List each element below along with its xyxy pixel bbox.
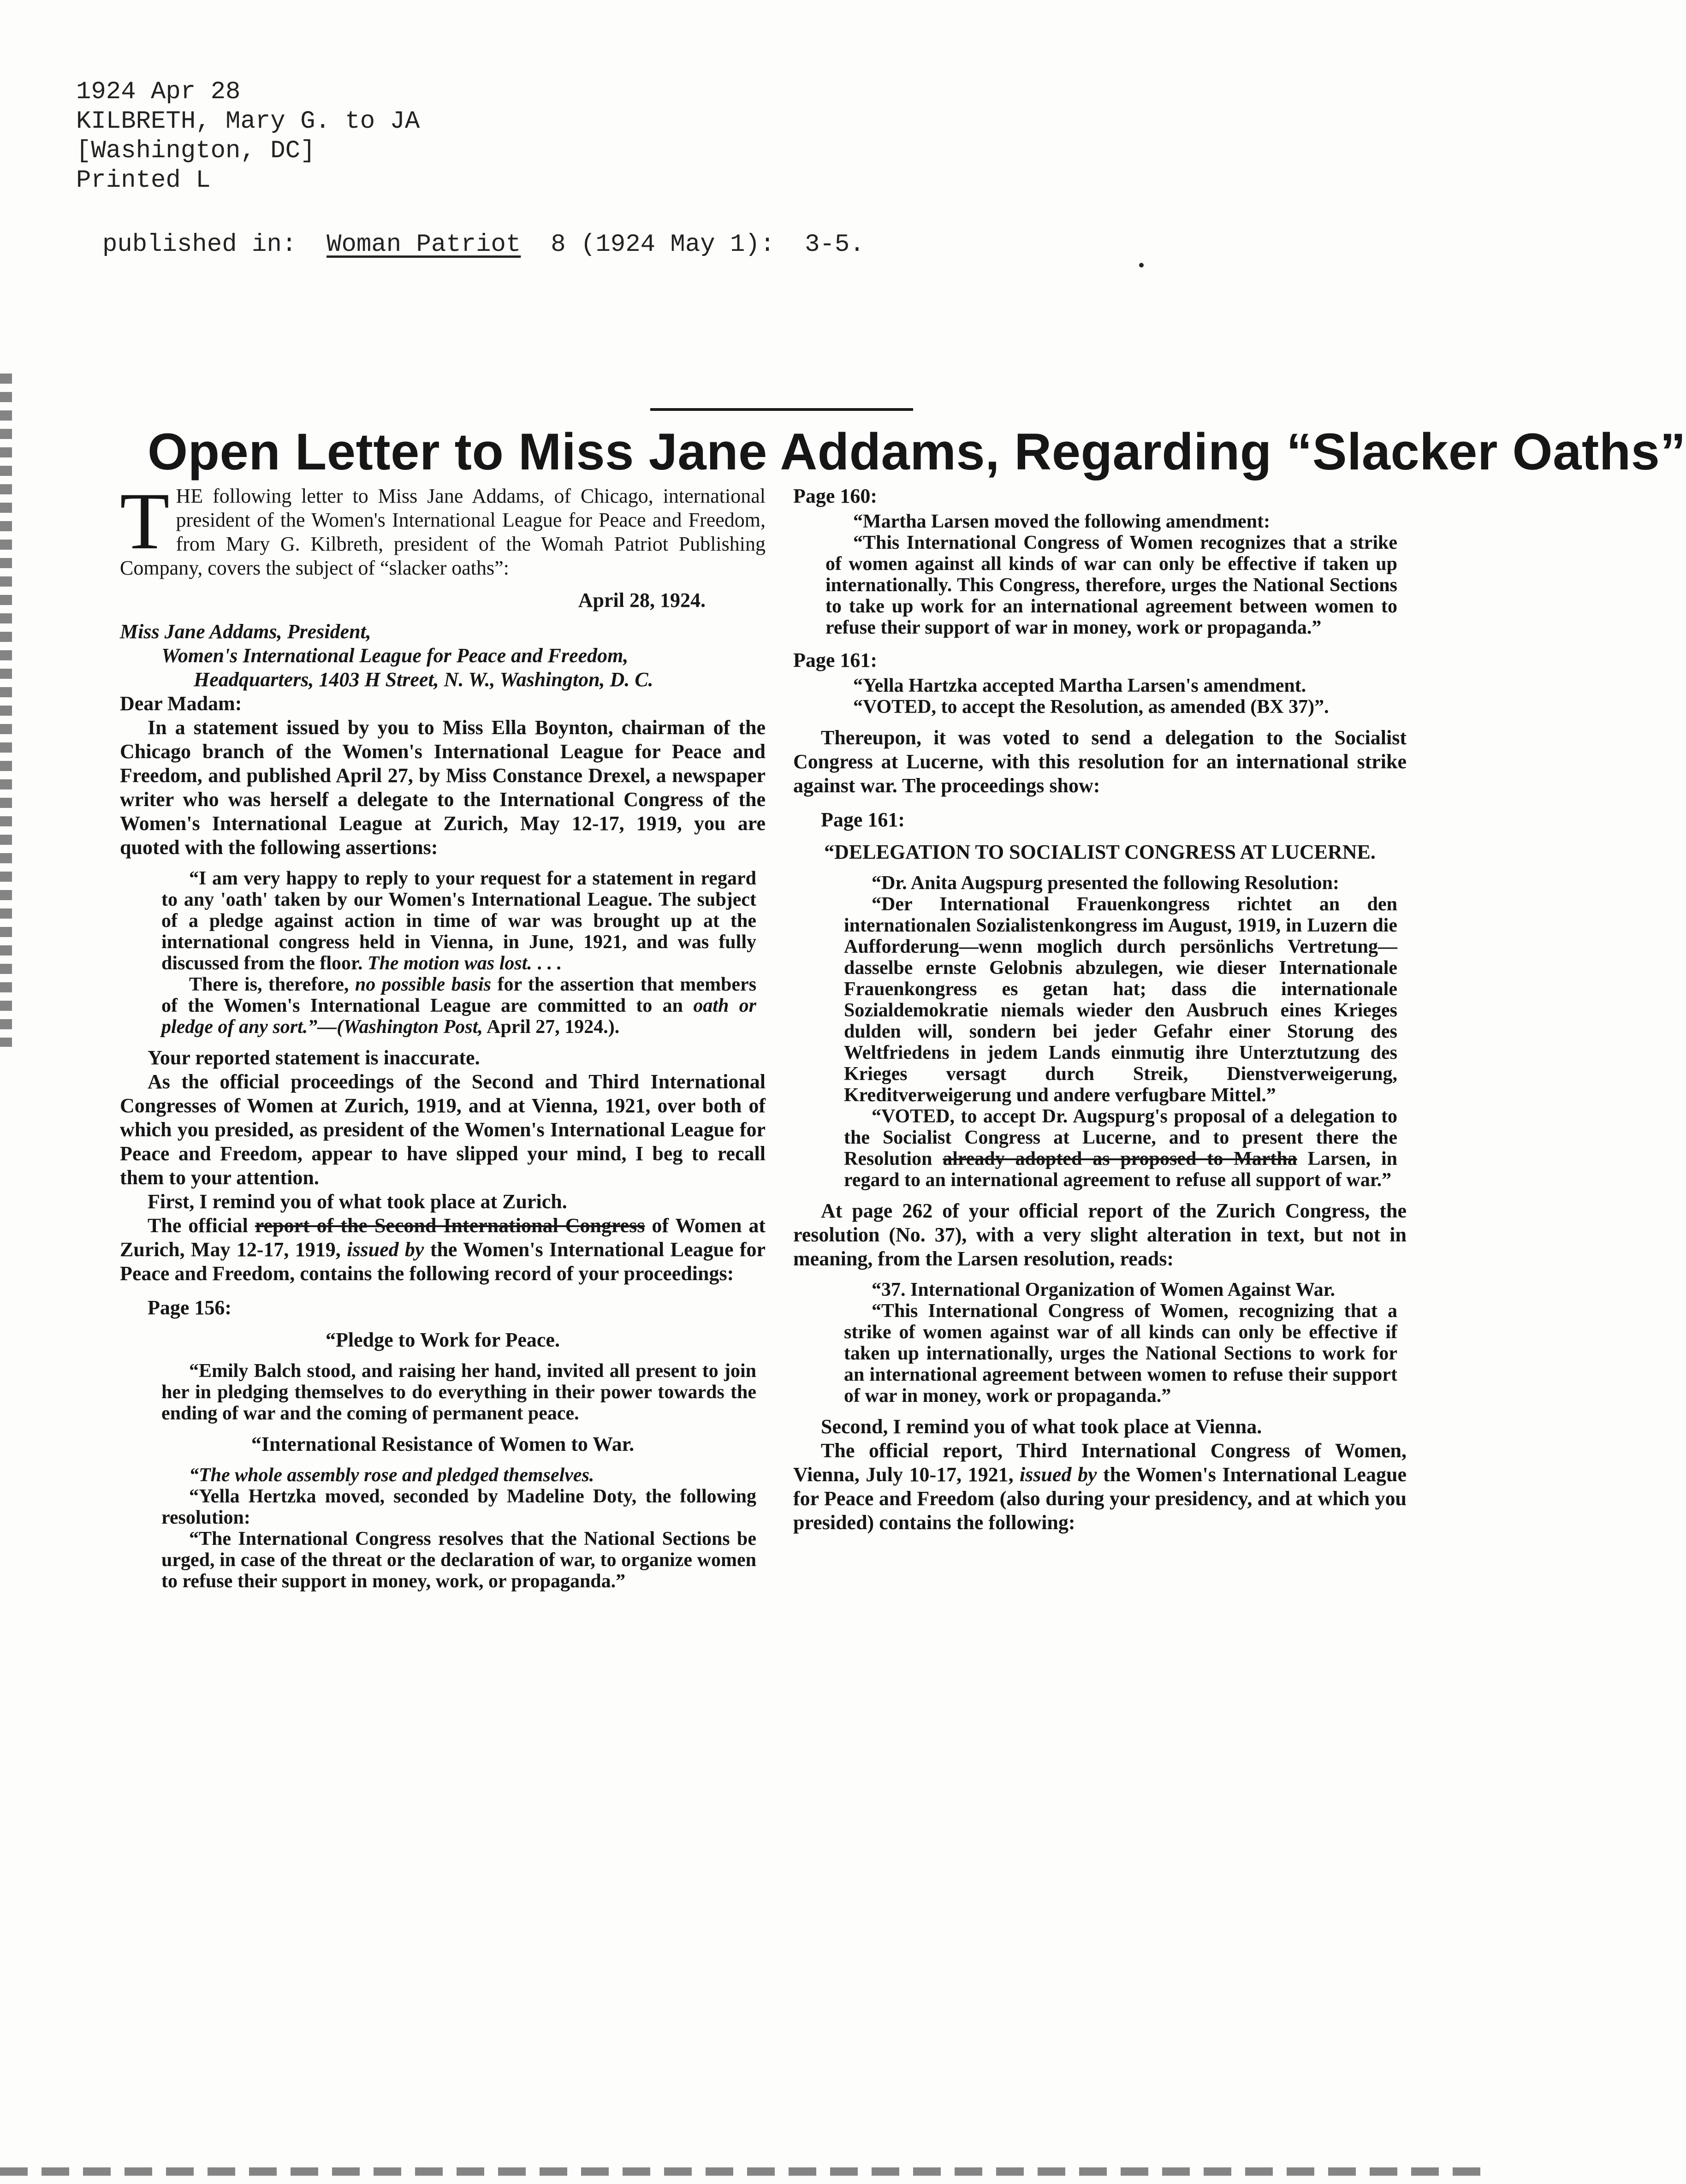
resistance-heading: “International Resistance of Women to War. <box>251 1433 635 1455</box>
paragraph-5 <box>120 1214 766 1286</box>
resistance-quote: “The whole assembly rose and pledged themselves. <box>189 1465 594 1486</box>
paragraph-1: In a statement issued by you to Miss Ella Boynton, chairman of the Chicago branch of the Women's International League for Peace and Freedom, and published April 27, by Miss Constance Drexel, a newspaper writer who was herself a delegate to the International Congress of the Women's International League at Zurich, May 12-17, 1919, you are quoted with the following assertions: <box>120 716 766 859</box>
pledge-quote-block <box>161 1360 756 1424</box>
quote-statement <box>161 868 756 1038</box>
para-5-end: the Women's International League for Peace and Freedom, contains the following record of your proceedings: <box>120 1238 766 1285</box>
quote-1b-mid: for the assertion that members of the Women's International League are committed to an <box>161 974 757 1016</box>
german-resolution: “Der International Frauenkongress richtet an den internationalen Sozialistenkongress im August, 1919, in Luzern die Aufforderung—wenn moglich durch persönlichs Vertretung—dasselbe ernste Gelobnis abzulegen, wie dieser Internationale Frauenkongress es getan hat; dass die internationale Sozialdemokratie niemals wieder den Ausbruch eines Krieges dulden will, sondern bei jeder Gefahr einer Storung des Weltfriedens in jedem Lands einmutig ihre Unterztutzung des Krieges versagt durch Streik, Dienstverweigerung, Kreditverweigerung und andere verfugbare Mittel.” <box>844 894 1397 1106</box>
page-156-label: Page 156: <box>148 1296 232 1319</box>
article-title: Open Letter to Miss Jane Addams, Regarding “Slacker Oaths” <box>148 423 1686 481</box>
voted-2-strike: already adopted as proposed to Martha <box>943 1148 1297 1169</box>
address-line-1: Miss Jane Addams, President, <box>120 620 371 643</box>
scan-edge-marks <box>0 374 12 1047</box>
vienna-italic: issued by <box>1020 1463 1097 1486</box>
hartzka-accept: “Yella Hartzka accepted Martha Larsen's amendment. <box>853 675 1306 696</box>
res37-block <box>844 1279 1397 1407</box>
para-5-strike: report of the Second International Congress <box>255 1214 645 1237</box>
larsen-amend: “Martha Larsen moved the following amendment: <box>853 511 1270 532</box>
res37-heading: “37. International Organization of Women Against War. <box>872 1279 1335 1300</box>
journal-name: Woman Patriot <box>327 231 521 259</box>
pledge-quote: “Emily Balch stood, and raising her hand, invited all present to join her in pledging themselves to do everything in their power towards the ending of war and the coming of permanent peace. <box>161 1360 756 1424</box>
quote-1a-italic: The motion was lost. <box>367 953 532 974</box>
title-rule <box>650 408 913 411</box>
page-262-paragraph: At page 262 of your official report of the Zurich Congress, the resolution (No. 37), with a very slight alteration in text, but not in meaning, from the Larsen resolution, reads: <box>793 1199 1407 1270</box>
para-5-start: The official <box>148 1214 248 1237</box>
archival-type: Printed L <box>76 166 211 195</box>
scan-bottom-edge <box>0 2167 1483 2176</box>
pledge-heading: “Pledge to Work for Peace. <box>326 1329 560 1351</box>
address-line-3: Headquarters, 1403 H Street, N. W., Washington, D. C. <box>194 668 653 691</box>
page-160-label: Page 160: <box>793 485 878 507</box>
salutation: Dear Madam: <box>120 692 242 715</box>
intro-paragraph <box>120 476 766 580</box>
hertzka-move: “Yella Hertzka moved, seconded by Madeline Doty, the following resolution: <box>161 1486 756 1528</box>
published-label: published in: <box>102 231 297 259</box>
right-column <box>793 484 1407 1535</box>
augspurg-block <box>844 872 1397 1191</box>
intro-text: HE following letter to Miss Jane Addams, of Chicago, international president of the Women's International League for Peace and Freedom, from Mary G. Kilbreth, president of the Womah Patriot Publishing Company, covers the subject of “slacker oaths”: <box>120 485 766 579</box>
vienna-paragraph <box>793 1439 1407 1535</box>
res37-text: “This International Congress of Women, recognizing that a strike of women against war of all kinds can only be effective if taken up internationally, urges the National Sections to work for an international agreement between women to refuse their support of war in money, work or propaganda.” <box>844 1300 1397 1407</box>
larsen-block <box>825 511 1397 638</box>
voted-2-end: Larsen, in regard to an international agreement to refuse all support of war.” <box>844 1148 1398 1191</box>
voted-2-start: “VOTED, to accept Dr. Augspurg's proposal of a delegation to the Socialist Congress at Lucerne, and to present there the Resolution <box>844 1106 1397 1169</box>
augspurg-intro: “Dr. Anita Augspurg presented the following Resolution: <box>872 872 1339 894</box>
quote-1b-italic-1: no possible basis <box>355 974 492 995</box>
resolution-quote: “The International Congress resolves that the National Sections be urged, in case of the threat or the declaration of war, to organize women to refuse their support in money, work, or propaganda.” <box>161 1528 756 1592</box>
quote-1a-end: . . . <box>537 953 561 974</box>
archival-date: 1924 Apr 28 <box>76 78 241 106</box>
paragraph-2: Your reported statement is inaccurate. <box>148 1046 480 1069</box>
drop-cap: T <box>120 476 170 566</box>
voted-2 <box>844 1106 1397 1191</box>
hartzka-block <box>825 675 1397 718</box>
quote-1a <box>161 868 756 974</box>
voted-1: “VOTED, to accept the Resolution, as amended (BX 37)”. <box>853 696 1329 718</box>
larsen-text: “This International Congress of Women recognizes that a strike of women against all kinds of war can only be effective if taken up internationally. This Congress, therefore, urges the National Sections to take up work for an international agreement between women to refuse their support of war in money, work or propaganda.” <box>825 532 1397 638</box>
quote-1b <box>161 974 756 1038</box>
vienna-end: the Women's International League for Peace and Freedom (also during your presidency, and at which you presided) contains the following: <box>793 1463 1407 1534</box>
para-5-italic: issued by <box>347 1238 424 1261</box>
address-line-2: Women's International League for Peace and Freedom, <box>161 644 629 667</box>
archival-place: [Washington, DC] <box>76 137 315 165</box>
letter-date: April 28, 1924. <box>578 589 706 611</box>
publication-line <box>102 231 865 259</box>
paragraph-3: As the official proceedings of the Second and Third International Congresses of Women at Zurich, 1919, and at Vienna, 1921, over both of which you presided, as president of the Women's International League for Peace and Freedom, appear to have slipped your mind, I beg to recall them to your attention. <box>120 1070 766 1189</box>
resistance-quote-block <box>161 1465 756 1592</box>
page-161a-label: Page 161: <box>793 649 878 671</box>
paragraph-4: First, I remind you of what took place at Zurich. <box>148 1190 567 1213</box>
vienna-start: The official report, Third International Congress of Women, Vienna, July 10-17, 1921, <box>793 1439 1407 1486</box>
archival-header <box>76 77 420 196</box>
quote-1b-italic-2: oath or pledge of any sort.”—(Washington Post, <box>161 995 756 1038</box>
quote-1b-end: April 27, 1924.). <box>487 1016 620 1038</box>
second-remind: Second, I remind you of what took place at Vienna. <box>821 1415 1262 1438</box>
quote-1a-text: “I am very happy to reply to your request for a statement in regard to any 'oath' taken by our Women's International League. The subject of a pledge against action in time of war was brought up at the international congress held in Vienna, in June, 1921, and was fully discussed from the floor. <box>161 868 756 974</box>
quote-1b-start: There is, therefore, <box>189 974 349 995</box>
page-161b-label: Page 161: <box>821 808 905 831</box>
left-column <box>120 476 766 1600</box>
para-5-mid: of Women at Zurich, May 12-17, 1919, <box>120 1214 766 1261</box>
delegation-heading: “DELEGATION TO SOCIALIST CONGRESS AT LUCERNE. <box>824 841 1376 863</box>
archival-correspondents: KILBRETH, Mary G. to JA <box>76 107 420 136</box>
thereupon-paragraph: Thereupon, it was voted to send a delegation to the Socialist Congress at Lucerne, with this resolution for an international strike against war. The proceedings show: <box>793 726 1407 797</box>
scan-dot <box>1139 263 1144 267</box>
citation: 8 (1924 May 1): 3-5. <box>551 231 865 259</box>
